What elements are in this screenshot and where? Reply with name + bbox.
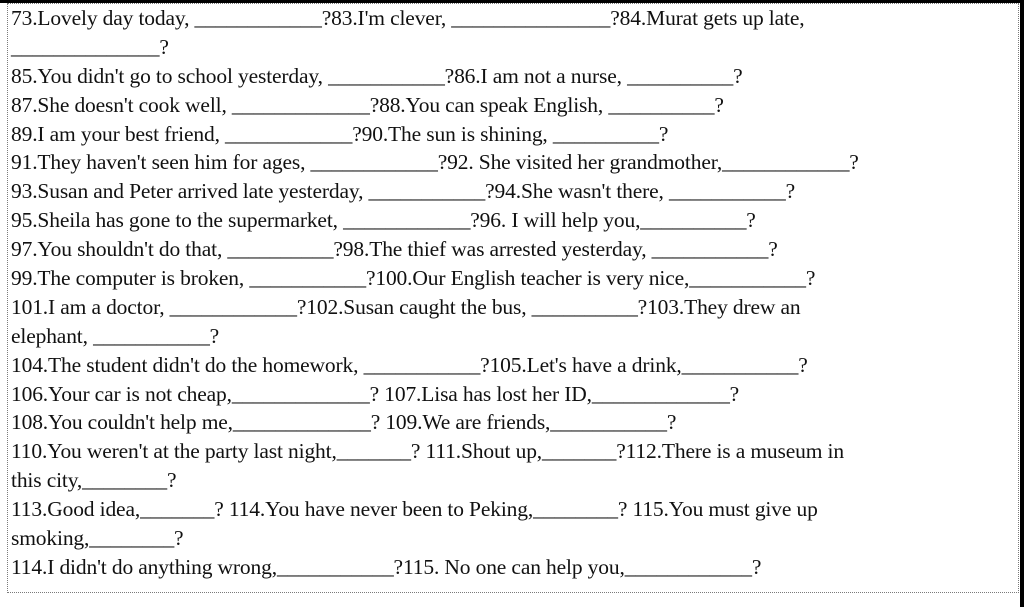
exercise-text bbox=[11, 4, 1016, 582]
exercise-line: 104.The student didn't do the homework, ___________?105.Let's have a drink,___________? bbox=[11, 352, 808, 377]
exercise-line: 73.Lovely day today, ____________?83.I'm clever, _______________?84.Murat gets up late, bbox=[11, 6, 805, 30]
exercise-line: 95.Sheila has gone to the supermarket, ____________?96. I will help you,__________? bbox=[11, 208, 756, 233]
exercise-line: 87.She doesn't cook well, _____________?88.You can speak English, __________? bbox=[11, 92, 724, 117]
exercise-line: ______________? bbox=[11, 34, 169, 59]
exercise-line: 110.You weren't at the party last night,_______? 111.Shout up,_______?112.There is a museum in bbox=[11, 439, 844, 464]
right-border bbox=[1020, 0, 1024, 607]
exercise-line: 113.Good idea,_______? 114.You have never been to Peking,________? 115.You must give up bbox=[11, 497, 818, 522]
exercise-line: 101.I am a doctor, ____________?102.Susan caught the bus, __________?103.They drew an bbox=[11, 294, 801, 319]
exercise-line: elephant, ___________? bbox=[11, 323, 220, 348]
exercise-line: 106.Your car is not cheap,_____________? 107.Lisa has lost her ID,_____________? bbox=[11, 381, 740, 406]
exercise-line: 93.Susan and Peter arrived late yesterday, ___________?94.She wasn't there, ___________? bbox=[11, 179, 795, 204]
exercise-line: smoking,________? bbox=[11, 526, 184, 551]
exercise-line: 108.You couldn't help me,_____________? 109.We are friends,___________? bbox=[11, 410, 677, 435]
exercise-line: 85.You didn't go to school yesterday, ___________?86.I am not a nurse, __________? bbox=[11, 63, 743, 88]
exercise-line: this city,________? bbox=[11, 468, 177, 493]
exercise-line: 114.I didn't do anything wrong,___________?115. No one can help you,____________? bbox=[11, 554, 762, 579]
exercise-line: 89.I am your best friend, ____________?90.The sun is shining, __________? bbox=[11, 121, 669, 146]
exercise-line: 91.They haven't seen him for ages, ____________?92. She visited her grandmother,____________? bbox=[11, 150, 859, 175]
exercise-line: 99.The computer is broken, ___________?100.Our English teacher is very nice,___________? bbox=[11, 266, 816, 291]
exercise-line: 97.You shouldn't do that, __________?98.The thief was arrested yesterday, ___________? bbox=[11, 237, 778, 262]
